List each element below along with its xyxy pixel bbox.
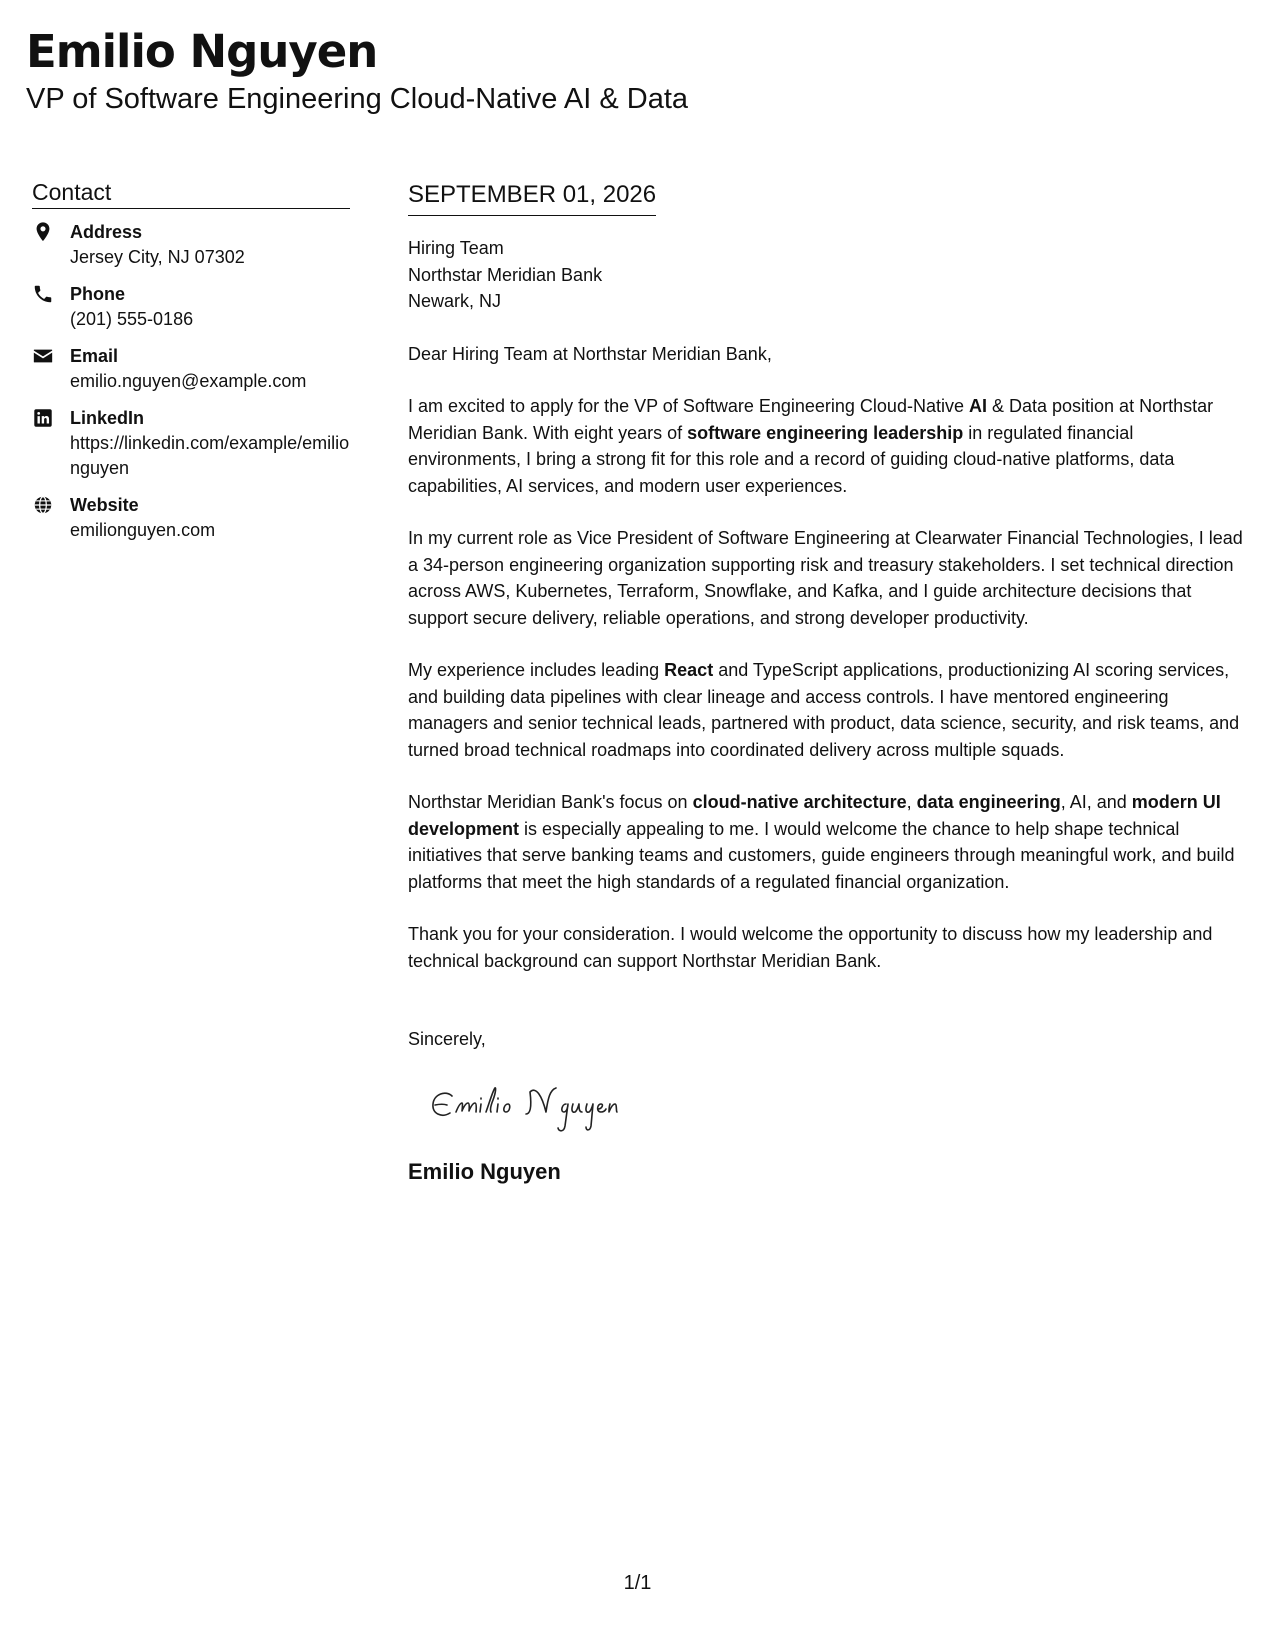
text-run: and TypeScript applications, productionizing AI scoring services, and building data pipelines with clear lineage and access controls. I have mentored engineering managers and senior technical leads, partnered with product, data science, security, and risk teams, and turned broad technical roadmaps into coordinated delivery across multiple squads. bbox=[408, 660, 1240, 760]
letter-date: SEPTEMBER 01, 2026 bbox=[408, 178, 656, 216]
contact-sidebar bbox=[32, 177, 350, 555]
contact-item-phone bbox=[32, 282, 350, 332]
signed-name: Emilio Nguyen bbox=[408, 1159, 561, 1184]
contact-value-website[interactable]: emilionguyen.com bbox=[70, 520, 216, 540]
bold-text-run: modern UI development bbox=[408, 792, 1221, 839]
globe-icon bbox=[32, 494, 54, 516]
page-number: 1/1 bbox=[623, 1572, 652, 1594]
contact-label-phone: Phone bbox=[70, 284, 126, 304]
recipient-block bbox=[408, 235, 1248, 315]
salutation: Dear Hiring Team at Northstar Meridian Bank, bbox=[408, 343, 772, 364]
candidate-title: VP of Software Engineering Cloud-Native AI & Data bbox=[26, 83, 689, 115]
bold-text-run: software engineering leadership bbox=[687, 422, 964, 443]
envelope-icon bbox=[32, 345, 54, 367]
recipient-line: Hiring Team bbox=[408, 238, 504, 258]
linkedin-icon bbox=[32, 407, 54, 429]
recipient-line: Northstar Meridian Bank bbox=[408, 264, 603, 285]
contact-value-address: Jersey City, NJ 07302 bbox=[70, 247, 245, 267]
map-pin-icon bbox=[32, 221, 54, 243]
candidate-name: Emilio Nguyen bbox=[26, 25, 378, 78]
phone-icon bbox=[32, 283, 54, 305]
contact-item-address bbox=[32, 220, 350, 270]
contact-label-address: Address bbox=[70, 222, 143, 242]
paragraph-intro bbox=[408, 393, 1248, 499]
bold-text-run: cloud-native architecture bbox=[692, 792, 907, 812]
resume-header bbox=[26, 24, 688, 116]
contact-value-email[interactable]: emilio.nguyen@example.com bbox=[70, 371, 307, 391]
bold-text-run: React bbox=[664, 660, 714, 680]
paragraph-motivation bbox=[408, 789, 1248, 895]
contact-heading: Contact bbox=[32, 177, 350, 209]
bold-text-run: AI bbox=[968, 396, 987, 416]
bold-text-run: data engineering bbox=[916, 792, 1061, 812]
contact-item-website bbox=[32, 493, 350, 543]
contact-item-linkedin bbox=[32, 406, 350, 481]
contact-label-linkedin: LinkedIn bbox=[70, 408, 145, 428]
text-run: My experience includes leading bbox=[408, 660, 665, 680]
contact-value-phone: (201) 555-0186 bbox=[70, 309, 194, 329]
closing-line: Sincerely, bbox=[408, 1029, 486, 1049]
paragraph-thanks: Thank you for your consideration. I would welcome the opportunity to discuss how my leadership and technical background can support Northstar Meridian Bank. bbox=[408, 924, 1213, 971]
text-run: is especially appealing to me. I would welcome the chance to help shape technical initiatives that serve banking teams and customers, guide engineers through meaningful work, and build platforms that meet the high standards of a regulated financial organization. bbox=[408, 818, 1235, 892]
text-run: , AI, and bbox=[1060, 792, 1132, 812]
contact-item-email bbox=[32, 344, 350, 394]
recipient-line: Newark, NJ bbox=[408, 291, 502, 311]
text-run: , bbox=[906, 792, 917, 812]
contact-label-email: Email bbox=[70, 346, 119, 366]
paragraph-experience bbox=[408, 657, 1248, 763]
text-run: & Data position at Northstar Meridian Bank. With eight years of bbox=[408, 396, 1214, 443]
contact-label-website: Website bbox=[70, 495, 139, 515]
text-run: Northstar Meridian Bank's focus on bbox=[408, 792, 693, 812]
handwritten-signature bbox=[426, 1074, 666, 1144]
text-run: I am excited to apply for the VP of Software Engineering Cloud-Native bbox=[408, 396, 969, 416]
contact-value-linkedin[interactable]: https://linkedin.com/example/emilionguyen bbox=[70, 433, 350, 478]
paragraph-current-role: In my current role as Vice President of Software Engineering at Clearwater Financial Technologies, I lead a 34-person engineering organization supporting risk and treasury stakeholders. I set technical direction across AWS, Kubernetes, Terraform, Snowflake, and Kafka, and I guide architecture decisions that support secure delivery, reliable operations, and strong developer productivity. bbox=[408, 528, 1243, 628]
text-run: in regulated financial environments, I bring a strong fit for this role and a record of guiding cloud-native platforms, data capabilities, AI services, and modern user experiences. bbox=[408, 422, 1175, 496]
letter-body bbox=[408, 178, 1248, 1187]
